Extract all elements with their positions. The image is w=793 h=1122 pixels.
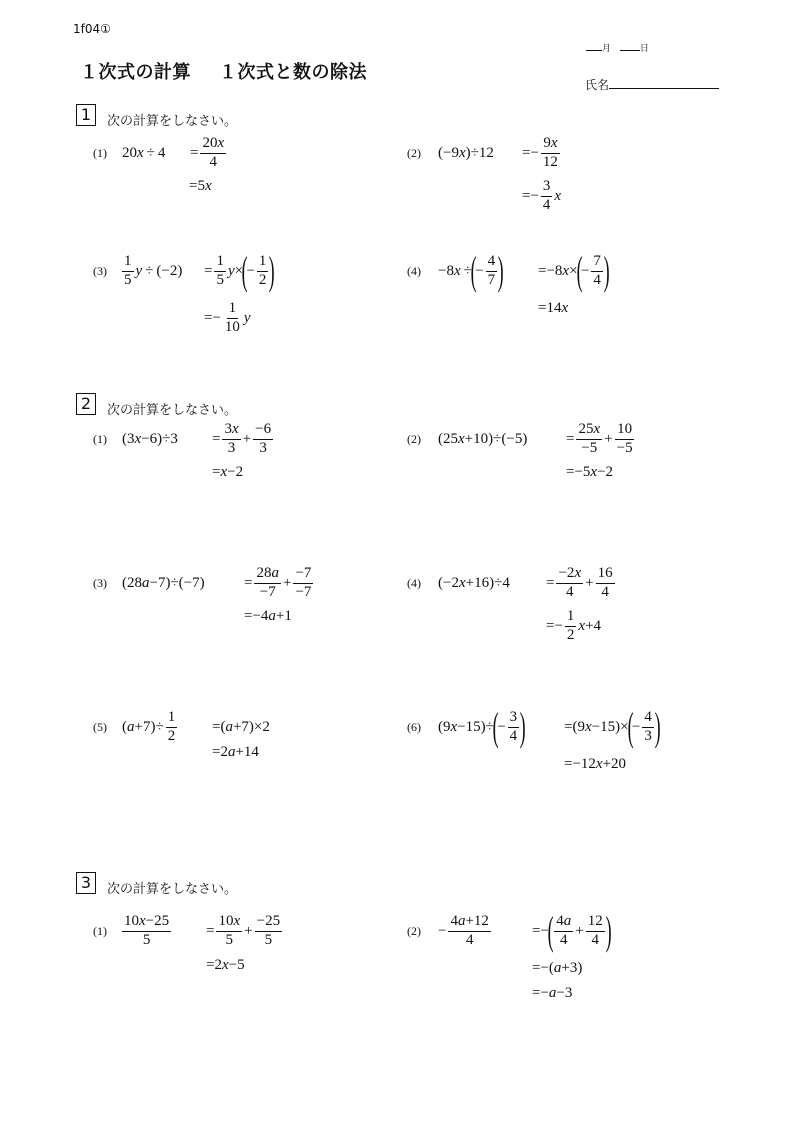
- problem-number: (6): [407, 720, 421, 734]
- problem-number: (4): [407, 576, 421, 590]
- solution-answer: =−5 x −2: [566, 463, 614, 480]
- problem-expression: ( a +7)÷ $\frac{1}{2}$: [122, 708, 176, 744]
- solution-answer: =− $\frac{1}{10}$ y: [204, 299, 251, 335]
- solution-step: = $\frac{3x}{3}$ + $\frac{-6}{3}$: [212, 420, 272, 456]
- solution-answer: =− $\frac{3}{4}$ x: [522, 177, 562, 213]
- problem-expression: (3 x −6)÷3: [122, 430, 178, 447]
- month-label: 月: [602, 44, 612, 54]
- problem-expression: 20 x ÷ 4: [122, 144, 166, 161]
- solution-step: = $\frac{10x}{5}$ + $\frac{-25}{5}$: [206, 912, 281, 948]
- problem-number: (3): [93, 264, 107, 278]
- problem-expression: (−2 x +16)÷4: [438, 574, 510, 591]
- problem-number: (5): [93, 720, 107, 734]
- problem-number: (3): [93, 576, 107, 590]
- solution-answer: =− a −3: [532, 984, 573, 1001]
- problem-number: (1): [93, 146, 107, 160]
- name-label: 氏名: [585, 78, 610, 92]
- solution-step: =−( a +3): [532, 959, 583, 976]
- solution-answer: =5 x: [189, 177, 212, 194]
- page-title: [80, 58, 367, 84]
- section-1-instruction: 次の計算をしなさい。: [107, 114, 238, 129]
- problem-expression: $\frac{1}{5}$ y ÷ (−2): [124, 252, 183, 288]
- solution-step: =( a +7)×2: [212, 718, 270, 735]
- day-label: 日: [639, 44, 649, 54]
- problem-number: (1): [93, 924, 107, 938]
- solution-step: = $\frac{25x}{-5}$ + $\frac{10}{-5}$: [566, 420, 633, 456]
- solution-step: = $\frac{1}{5}$ y × ( − $\frac{1}{2}$ ): [204, 248, 276, 293]
- solution-step: =−8 x × ( − $\frac{7}{4}$ ): [538, 248, 610, 293]
- problem-expression: (−9 x )÷12: [438, 144, 494, 161]
- month-blank: [586, 50, 602, 51]
- solution-step: =− $\frac{9x}{12}$: [522, 134, 558, 170]
- section-2-number: 2: [76, 393, 96, 415]
- problem-number: (4): [407, 264, 421, 278]
- title-topic: １次式の計算: [80, 62, 191, 83]
- solution-answer: =2 x −5: [206, 956, 245, 973]
- section-3-number: 3: [76, 872, 96, 894]
- problem-expression: −8 x ÷ ( − $\frac{4}{7}$ ): [438, 248, 504, 293]
- problem-expression: (28 a −7)÷(−7): [122, 574, 205, 591]
- name-field: [585, 76, 719, 93]
- name-blank: [609, 88, 719, 89]
- problem-expression: (9 x −15)÷ ( − $\frac{3}{4}$ ): [438, 704, 526, 749]
- solution-answer: =− $\frac{1}{2}$ x +4: [546, 607, 602, 643]
- problem-number: (2): [407, 432, 421, 446]
- solution-step: = $\frac{20x}{4}$: [190, 134, 225, 170]
- problem-expression: $\frac{10x-25}{5}$: [124, 912, 170, 948]
- solution-answer: =2 a +14: [212, 743, 259, 760]
- problem-number: (2): [407, 146, 421, 160]
- solution-answer: =−12 x +20: [564, 755, 627, 772]
- section-3-instruction: 次の計算をしなさい。: [107, 882, 238, 897]
- solution-answer: =14 x: [538, 299, 569, 316]
- day-blank: [620, 50, 640, 51]
- date-field: [586, 41, 649, 54]
- solution-step: =(9 x −15)× ( − $\frac{4}{3}$ ): [564, 704, 661, 749]
- section-1-number: 1: [76, 104, 96, 126]
- solution-step: = $\frac{28a}{-7}$ + $\frac{-7}{-7}$: [244, 564, 312, 600]
- problem-expression: − $\frac{4a+12}{4}$: [438, 912, 489, 948]
- solution-answer: = x −2: [212, 463, 244, 480]
- solution-answer: =−4 a +1: [244, 607, 292, 624]
- solution-step: =− ( $\frac{4a}{4}$ + $\frac{12}{4}$ ): [532, 908, 612, 953]
- problem-number: (2): [407, 924, 421, 938]
- problem-expression: (25 x +10)÷(−5): [438, 430, 528, 447]
- worksheet-code: 1f04①: [73, 22, 111, 36]
- problem-number: (1): [93, 432, 107, 446]
- section-2-instruction: 次の計算をしなさい。: [107, 403, 238, 418]
- title-subtopic: １次式と数の除法: [219, 62, 367, 83]
- solution-step: = $\frac{-2x}{4}$ + $\frac{16}{4}$: [546, 564, 613, 600]
